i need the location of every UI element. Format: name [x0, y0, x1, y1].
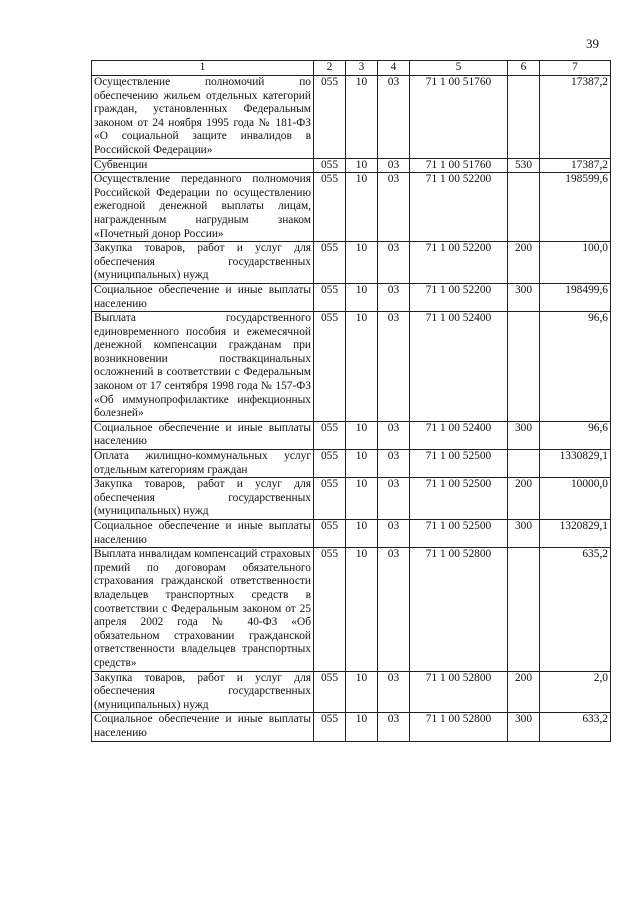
table-row [92, 421, 611, 449]
expense-type-cell: 300 [508, 283, 540, 311]
table-row [92, 671, 611, 713]
amount-cell: 1330829,1 [540, 450, 611, 478]
subsection-cell: 03 [378, 312, 410, 422]
header-cell: 4 [378, 61, 410, 76]
section-cell: 10 [346, 158, 378, 173]
description-cell: Выплата инвалидам компенсаций страховых премий по договорам обязательного страхования гражданской ответственности владельцев транспортных средств в соответствии с Федеральным законом от 25 апреля 2002 года № 40-ФЗ «Об обязательном страховании гражданской ответственности владельцев транспортных средств» [92, 548, 314, 671]
expense-type-cell [508, 76, 540, 159]
amount-cell: 2,0 [540, 671, 611, 713]
table-row [92, 173, 611, 242]
amount-cell: 633,2 [540, 713, 611, 741]
description-cell: Закупка товаров, работ и услуг для обеспечения государственных (муниципальных) нужд [92, 671, 314, 713]
code-cell: 055 [314, 158, 346, 173]
header-cell: 5 [410, 61, 508, 76]
target-article-cell: 71 1 00 52400 [410, 421, 508, 449]
section-cell: 10 [346, 421, 378, 449]
code-cell: 055 [314, 713, 346, 741]
header-cell: 3 [346, 61, 378, 76]
description-cell: Социальное обеспечение и иные выплаты населению [92, 283, 314, 311]
amount-cell: 96,6 [540, 421, 611, 449]
target-article-cell: 71 1 00 52500 [410, 450, 508, 478]
description-cell: Закупка товаров, работ и услуг для обеспечения государственных (муниципальных) нужд [92, 478, 314, 520]
table-row [92, 713, 611, 741]
table-row [92, 76, 611, 159]
table-row [92, 242, 611, 284]
code-cell: 055 [314, 548, 346, 671]
code-cell: 055 [314, 671, 346, 713]
section-cell: 10 [346, 173, 378, 242]
amount-cell: 17387,2 [540, 158, 611, 173]
section-cell: 10 [346, 713, 378, 741]
table-row [92, 158, 611, 173]
header-cell: 2 [314, 61, 346, 76]
header-cell: 7 [540, 61, 611, 76]
table-row [92, 283, 611, 311]
table-row [92, 478, 611, 520]
expense-type-cell [508, 312, 540, 422]
expense-type-cell [508, 450, 540, 478]
header-cell: 1 [92, 61, 314, 76]
expense-type-cell: 200 [508, 242, 540, 284]
code-cell: 055 [314, 450, 346, 478]
target-article-cell: 71 1 00 52200 [410, 173, 508, 242]
description-cell: Закупка товаров, работ и услуг для обеспечения государственных (муниципальных) нужд [92, 242, 314, 284]
expense-type-cell: 530 [508, 158, 540, 173]
target-article-cell: 71 1 00 52500 [410, 520, 508, 548]
subsection-cell: 03 [378, 76, 410, 159]
description-cell: Осуществление полномочий по обеспечению жильем отдельных категорий граждан, установленных Федеральным законом от 24 ноября 1995 года № 181-ФЗ «О социальной защите инвалидов в Российской Федерации» [92, 76, 314, 159]
description-cell: Социальное обеспечение и иные выплаты населению [92, 421, 314, 449]
section-cell: 10 [346, 520, 378, 548]
subsection-cell: 03 [378, 283, 410, 311]
expense-type-cell [508, 548, 540, 671]
subsection-cell: 03 [378, 520, 410, 548]
target-article-cell: 71 1 00 52800 [410, 548, 508, 671]
expense-type-cell: 200 [508, 478, 540, 520]
subsection-cell: 03 [378, 173, 410, 242]
expense-type-cell: 300 [508, 713, 540, 741]
description-cell: Субвенции [92, 158, 314, 173]
amount-cell: 635,2 [540, 548, 611, 671]
code-cell: 055 [314, 76, 346, 159]
code-cell: 055 [314, 312, 346, 422]
subsection-cell: 03 [378, 548, 410, 671]
section-cell: 10 [346, 283, 378, 311]
subsection-cell: 03 [378, 478, 410, 520]
description-cell: Оплата жилищно-коммунальных услуг отдельным категориям граждан [92, 450, 314, 478]
target-article-cell: 71 1 00 51760 [410, 158, 508, 173]
subsection-cell: 03 [378, 713, 410, 741]
table-row [92, 312, 611, 422]
amount-cell: 100,0 [540, 242, 611, 284]
target-article-cell: 71 1 00 52800 [410, 671, 508, 713]
target-article-cell: 71 1 00 52200 [410, 242, 508, 284]
section-cell: 10 [346, 76, 378, 159]
section-cell: 10 [346, 242, 378, 284]
code-cell: 055 [314, 421, 346, 449]
target-article-cell: 71 1 00 52400 [410, 312, 508, 422]
table-row [92, 548, 611, 671]
description-cell: Социальное обеспечение и иные выплаты населению [92, 713, 314, 741]
description-cell: Осуществление переданного полномочия Российской Федерации по осуществлению ежегодной денежной выплаты лицам, награжденным нагрудным знаком «Почетный донор России» [92, 173, 314, 242]
budget-table [91, 60, 611, 742]
target-article-cell: 71 1 00 51760 [410, 76, 508, 159]
section-cell: 10 [346, 548, 378, 671]
amount-cell: 198499,6 [540, 283, 611, 311]
code-cell: 055 [314, 173, 346, 242]
subsection-cell: 03 [378, 421, 410, 449]
code-cell: 055 [314, 520, 346, 548]
expense-type-cell: 300 [508, 421, 540, 449]
code-cell: 055 [314, 283, 346, 311]
code-cell: 055 [314, 242, 346, 284]
subsection-cell: 03 [378, 671, 410, 713]
section-cell: 10 [346, 312, 378, 422]
target-article-cell: 71 1 00 52500 [410, 478, 508, 520]
subsection-cell: 03 [378, 158, 410, 173]
header-cell: 6 [508, 61, 540, 76]
table-row [92, 450, 611, 478]
amount-cell: 1320829,1 [540, 520, 611, 548]
target-article-cell: 71 1 00 52200 [410, 283, 508, 311]
expense-type-cell: 300 [508, 520, 540, 548]
page-number: 39 [586, 36, 599, 51]
header-row [92, 61, 611, 76]
description-cell: Социальное обеспечение и иные выплаты населению [92, 520, 314, 548]
amount-cell: 96,6 [540, 312, 611, 422]
amount-cell: 17387,2 [540, 76, 611, 159]
expense-type-cell [508, 173, 540, 242]
subsection-cell: 03 [378, 242, 410, 284]
amount-cell: 10000,0 [540, 478, 611, 520]
subsection-cell: 03 [378, 450, 410, 478]
description-cell: Выплата государственного единовременного пособия и ежемесячной денежной компенсации гражданам при возникновении поствакцинальных осложнений в соответствии с Федеральным законом от 17 сентября 1998 года № 157-ФЗ «Об иммунопрофилактике инфекционных болезней» [92, 312, 314, 422]
section-cell: 10 [346, 450, 378, 478]
target-article-cell: 71 1 00 52800 [410, 713, 508, 741]
table-row [92, 520, 611, 548]
amount-cell: 198599,6 [540, 173, 611, 242]
section-cell: 10 [346, 478, 378, 520]
expense-type-cell: 200 [508, 671, 540, 713]
code-cell: 055 [314, 478, 346, 520]
section-cell: 10 [346, 671, 378, 713]
